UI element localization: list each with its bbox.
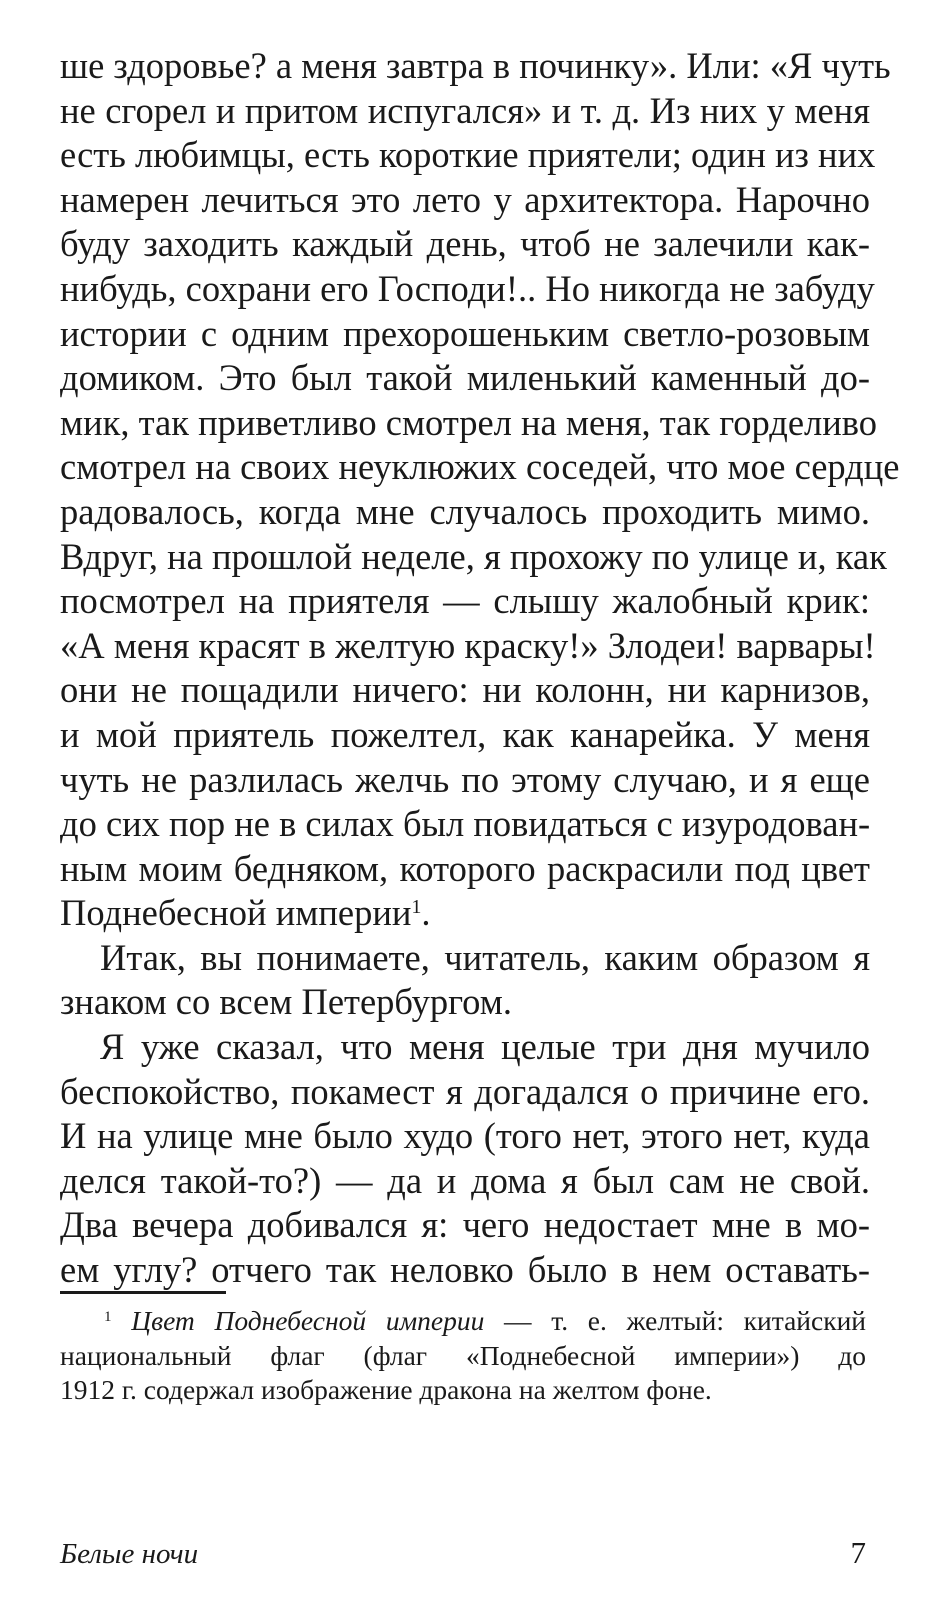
text-line: мик, так приветливо смотрел на меня, так горделиво xyxy=(60,401,878,443)
footnote-term: Цвет Поднебесной империи xyxy=(131,1305,485,1336)
footnote-definition: — т. е. желтый: китайский xyxy=(484,1305,867,1336)
text-line: чуть не разлилась желчь по этому случаю, и я еще xyxy=(60,758,870,800)
page-number: 7 xyxy=(850,1535,866,1570)
text-line-content: Поднебесной империи xyxy=(60,892,412,934)
text-line: беспокойство, покамест я догадался о причине его. xyxy=(60,1070,870,1112)
text-line: до сих пор не в силах был повидаться с изуродован- xyxy=(60,803,871,845)
text-line: посмотрел на приятеля — слышу жалобный крик: xyxy=(60,580,870,622)
text-line: ем углу? отчего так неловко было в нем оставать- xyxy=(60,1249,870,1291)
text-line: истории с одним прехорошеньким светло-розовым xyxy=(60,312,870,354)
footnote-divider xyxy=(60,1291,226,1294)
text-line: есть любимцы, есть короткие приятели; один из них xyxy=(60,134,876,176)
text-line: «А меня красят в желтую краску!» Злодеи! варвары! xyxy=(60,624,876,666)
text-line: нибудь, сохрани его Господи!.. Но никогда не забуду xyxy=(60,267,875,309)
text-line: Два вечера добивался я: чего недостает мне в мо- xyxy=(60,1204,870,1246)
text-line: Вдруг, на прошлой неделе, я прохожу по улице и, как xyxy=(60,535,887,577)
text-line: И на улице мне было худо (того нет, этого нет, куда xyxy=(60,1115,870,1157)
footnote-reference[interactable]: 1 xyxy=(411,896,422,919)
paragraph-start-line: Я уже сказал, что меня целые три дня мучило xyxy=(100,1026,870,1068)
text-line: ным моим бедняком, которого раскрасили под цвет xyxy=(60,847,870,889)
line-end-punctuation: . xyxy=(421,892,431,934)
footnote-marker: 1 xyxy=(104,1308,112,1325)
text-line: смотрел на своих неуклюжих соседей, что мое сердце xyxy=(60,446,900,488)
text-line: и мой приятель пожелтел, как канарейка. У меня xyxy=(60,713,870,755)
text-line: делся такой-то?) — да и дома я был сам не свой. xyxy=(60,1159,870,1201)
main-text xyxy=(60,44,900,1293)
text-line: домиком. Это был такой миленький каменный до- xyxy=(60,357,870,399)
text-line: знаком со всем Петербургом. xyxy=(60,981,512,1023)
text-line: не сгорел и притом испугался» и т. д. Из них у меня xyxy=(60,89,870,131)
running-footer-title: Белые ночи xyxy=(60,1538,199,1570)
footnote-line: национальный флаг (флаг «Поднебесной империи») до xyxy=(60,1339,866,1371)
text-line: буду заходить каждый день, чтоб не залечили как- xyxy=(60,223,870,265)
text-line: радовалось, когда мне случалось проходить мимо. xyxy=(60,490,870,532)
paragraph-start-line: Итак, вы понимаете, читатель, каким образом я xyxy=(100,936,870,978)
footnote-line xyxy=(60,1304,866,1339)
text-line: намерен лечиться это лето у архитектора. Нарочно xyxy=(60,178,870,220)
text-line: они не пощадили ничего: ни колонн, ни карнизов, xyxy=(60,669,870,711)
footnote-line: 1912 г. содержал изображение дракона на желтом фоне. xyxy=(60,1374,712,1405)
text-line-with-footnote-ref xyxy=(60,891,870,936)
footnote xyxy=(60,1304,866,1408)
text-line: ше здоровье? а меня завтра в починку». Или: «Я чуть xyxy=(60,45,891,86)
